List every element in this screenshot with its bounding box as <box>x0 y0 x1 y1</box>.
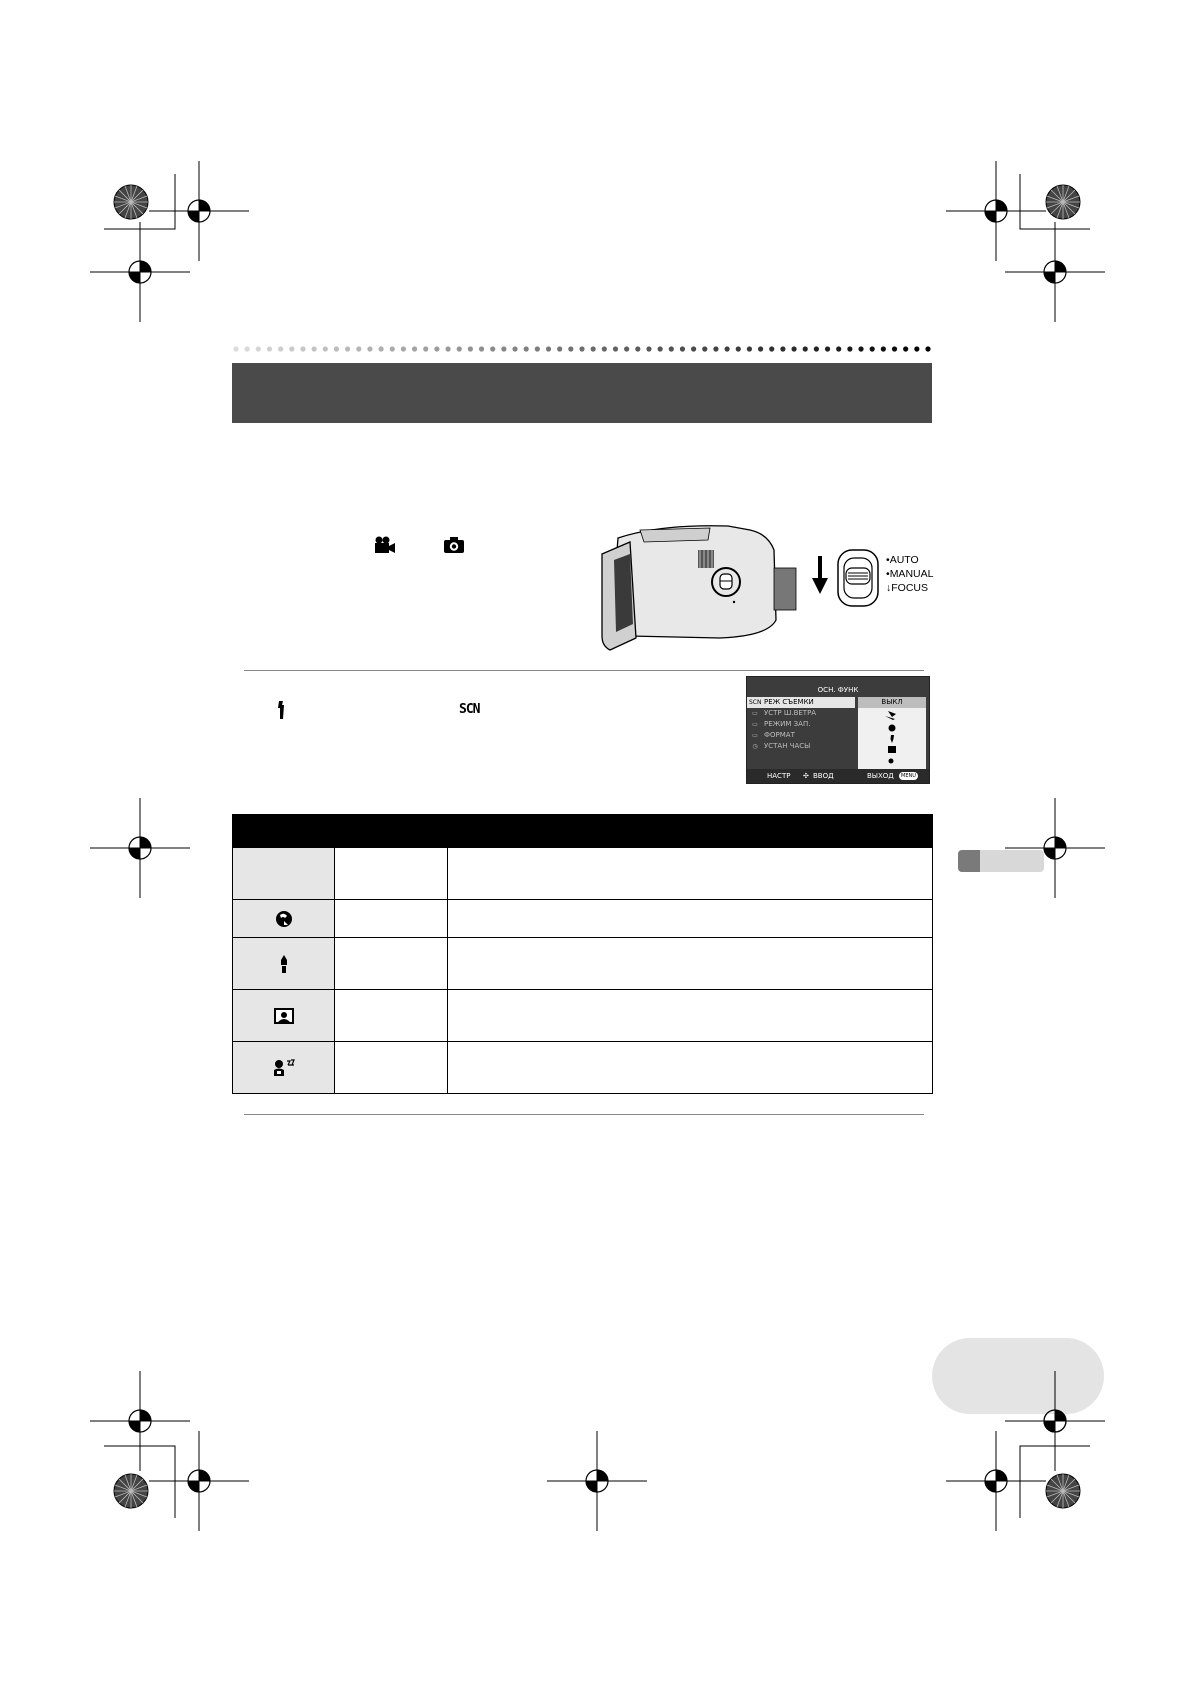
dot <box>724 346 729 351</box>
dot <box>245 346 250 351</box>
dot <box>557 346 562 351</box>
dot <box>624 346 629 351</box>
dot <box>669 346 674 351</box>
section-title-bar <box>232 363 932 423</box>
dot <box>825 346 830 351</box>
table-icon-cell <box>233 900 335 938</box>
lcd-submenu <box>858 697 926 769</box>
dot <box>312 346 317 351</box>
dot <box>903 346 908 351</box>
portrait-icon <box>889 725 896 732</box>
crop-mark-overlay <box>1005 1371 1105 1471</box>
lcd-menu-item: ▭ УСТР Ш.ВЕТРА <box>752 709 817 717</box>
dot <box>457 346 462 351</box>
dot <box>680 346 685 351</box>
dot <box>323 346 328 351</box>
dot <box>356 346 361 351</box>
table-icon-cell <box>233 990 335 1042</box>
dot <box>579 346 584 351</box>
lcd-menu-item: ◷ УСТАН ЧАСЫ <box>752 742 811 750</box>
dot <box>847 346 852 351</box>
spotlight-icon <box>278 954 290 974</box>
dot <box>803 346 808 351</box>
dot <box>345 346 350 351</box>
switch-label-auto: •AUTO <box>886 554 919 566</box>
dot <box>591 346 596 351</box>
dot <box>780 346 785 351</box>
dot <box>736 346 741 351</box>
scene-mode-table <box>232 814 933 1094</box>
dot <box>423 346 428 351</box>
table-row <box>233 848 933 900</box>
surf-snow-icon <box>273 1007 295 1025</box>
dot <box>791 346 796 351</box>
lcd-menu-item: SCN РЕЖ СЪЕМКИ <box>747 697 855 708</box>
dot <box>814 346 819 351</box>
dot <box>501 346 506 351</box>
camera-icon <box>443 536 465 554</box>
camcorder-illustration <box>600 520 800 652</box>
dot <box>546 346 551 351</box>
table-header-row <box>233 815 933 848</box>
dot <box>646 346 651 351</box>
lcd-header: ОСН. ФУНК <box>817 686 859 694</box>
lcd-submenu-icons <box>858 708 926 769</box>
dot <box>747 346 752 351</box>
dot <box>892 346 897 351</box>
low-light-icon <box>272 1059 296 1077</box>
dot <box>233 346 238 351</box>
dot <box>267 346 272 351</box>
dot <box>434 346 439 351</box>
movie-camera-icon <box>374 536 396 554</box>
dot <box>613 346 618 351</box>
dot <box>412 346 417 351</box>
divider-lower <box>244 1114 924 1115</box>
dot <box>658 346 663 351</box>
dot <box>512 346 517 351</box>
dot <box>691 346 696 351</box>
manual-hand-icon <box>276 700 286 720</box>
section-side-tab-marker <box>958 850 980 872</box>
dot <box>334 346 339 351</box>
lcd-footer: НАСТР ✣ ВВОД ВЫХОД MENU <box>747 769 929 783</box>
dot <box>479 346 484 351</box>
switch-label-focus: ↓FOCUS <box>886 582 928 594</box>
table-row <box>233 1042 933 1094</box>
sports-icon <box>885 711 896 720</box>
spotlight-icon <box>891 735 895 743</box>
dot <box>602 346 607 351</box>
dot <box>713 346 718 351</box>
dot <box>836 346 841 351</box>
dot <box>758 346 763 351</box>
dot <box>914 346 919 351</box>
dot <box>702 346 707 351</box>
scene-mode-label: SCN <box>459 702 480 717</box>
dot <box>367 346 372 351</box>
dot <box>390 346 395 351</box>
mode-switch-closeup <box>836 548 884 608</box>
dot <box>858 346 863 351</box>
dot <box>278 346 283 351</box>
table-row <box>233 938 933 990</box>
lcd-menu-item: ▭ РЕЖИМ ЗАП. <box>752 720 811 728</box>
low-light-icon <box>889 759 894 764</box>
dot <box>468 346 473 351</box>
dot <box>300 346 305 351</box>
dot <box>256 346 261 351</box>
dot <box>445 346 450 351</box>
dot <box>524 346 529 351</box>
table-icon-cell <box>233 938 335 990</box>
surf-snow-icon <box>888 746 896 753</box>
dot <box>635 346 640 351</box>
dot <box>925 346 930 351</box>
lcd-menu-screenshot <box>746 676 930 784</box>
dot <box>490 346 495 351</box>
arrow-down-icon <box>810 556 830 596</box>
dot <box>289 346 294 351</box>
table-icon-cell <box>233 1042 335 1094</box>
dot <box>401 346 406 351</box>
switch-label-manual: •MANUAL <box>886 568 934 580</box>
dot <box>870 346 875 351</box>
portrait-icon <box>274 909 294 929</box>
dot <box>769 346 774 351</box>
dotted-rule <box>232 344 932 354</box>
lcd-submenu-off: ВЫКЛ <box>858 697 926 708</box>
table-icon-cell <box>233 848 335 900</box>
lcd-menu-item: ▭ ФОРМАТ <box>752 731 795 739</box>
table-row <box>233 990 933 1042</box>
divider-upper <box>244 670 924 671</box>
dot <box>568 346 573 351</box>
dot <box>535 346 540 351</box>
dot <box>378 346 383 351</box>
table-row <box>233 900 933 938</box>
dot <box>881 346 886 351</box>
